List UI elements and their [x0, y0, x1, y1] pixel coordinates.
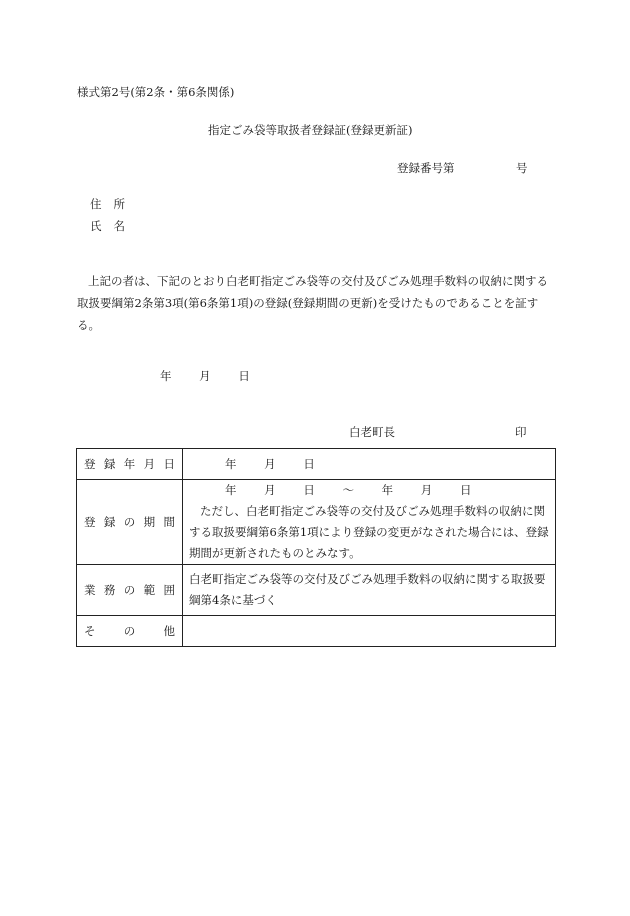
business-scope-value: 白老町指定ごみ袋等の交付及びごみ処理手数料の収納に関する取扱要綱第4条に基づく — [183, 565, 556, 616]
period-separator: 〜 — [342, 483, 354, 497]
certification-text: 上記の者は、下記のとおり白老町指定ごみ袋等の交付及びごみ処理手数料の収納に関する取扱要綱第2条第3項(第6条第1項)の登録(登録期間の更新)を受けたものであることを証する。 — [77, 274, 548, 332]
other-header: その他 — [77, 616, 183, 647]
registration-table — [76, 448, 556, 647]
registration-period-value — [183, 480, 556, 565]
registration-period-header: 登録の期間 — [77, 480, 183, 565]
table-row-business-scope — [77, 565, 556, 616]
period-end-month: 月 — [420, 483, 433, 497]
business-scope-header: 業務の範囲 — [77, 565, 183, 616]
table-row-registration-period — [77, 480, 556, 565]
issuer-title: 白老町長 — [349, 425, 395, 439]
period-end-year: 年 — [381, 483, 394, 497]
address-label: 住所 — [90, 197, 137, 211]
registration-number-suffix: 号 — [516, 161, 528, 175]
registration-date-month: 月 — [264, 456, 276, 471]
table-row-other — [77, 616, 556, 647]
table-row-registration-date — [77, 449, 556, 480]
registration-number-label: 登録番号第 — [397, 161, 455, 175]
registration-date-value — [183, 449, 556, 480]
form-number: 様式第2号(第2条・第6条関係) — [77, 85, 235, 99]
period-end-day: 日 — [459, 483, 472, 497]
registration-date-year: 年 — [225, 456, 237, 471]
issue-date-year: 年 — [160, 369, 172, 383]
name-label: 氏名 — [90, 219, 137, 233]
registration-date-day: 日 — [303, 456, 315, 471]
seal-mark: 印 — [515, 425, 527, 439]
registration-date-header: 登録年月日 — [77, 449, 183, 480]
document-title: 指定ごみ袋等取扱者登録証(登録更新証) — [208, 123, 413, 137]
registration-period-dates — [189, 480, 549, 501]
issue-date — [160, 368, 274, 384]
other-value — [183, 616, 556, 647]
registration-period-note: ただし、白老町指定ごみ袋等の交付及びごみ処理手数料の収納に関する取扱要綱第6条第1項により登録の変更がなされた場合には、登録期間が更新されたものとみなす。 — [189, 504, 549, 560]
issue-date-month: 月 — [199, 369, 211, 383]
issue-date-day: 日 — [238, 369, 250, 383]
period-start-year: 年 — [225, 483, 237, 497]
period-start-month: 月 — [264, 483, 276, 497]
period-start-day: 日 — [303, 483, 315, 497]
